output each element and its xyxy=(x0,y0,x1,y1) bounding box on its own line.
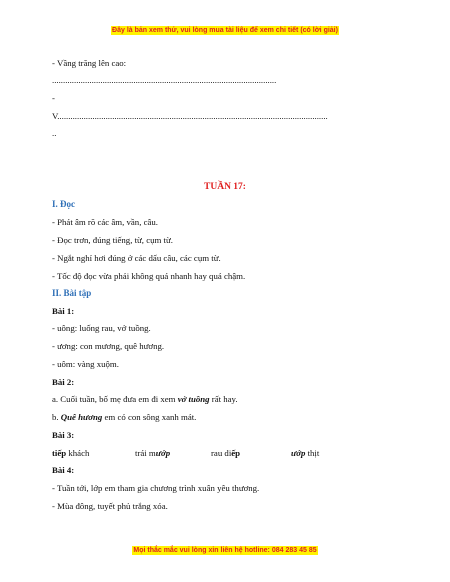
prev-answer-line: ...................................................................................................... xyxy=(52,75,277,85)
bai3-word-1-rest: khách xyxy=(66,448,90,458)
prev-line-dots: .. xyxy=(52,128,57,138)
bai2-title: Bài 2: xyxy=(52,377,75,387)
reading-item-1: - Phát âm rõ các âm, vần, câu. xyxy=(52,217,159,227)
reading-item-2: - Đọc trơn, đúng tiếng, từ, cụm từ. xyxy=(52,235,173,245)
bai2-b-label: b. xyxy=(52,412,61,422)
bai1-item-2: - ương: con mương, quê hương. xyxy=(52,341,165,351)
bai3-word-4 xyxy=(291,448,319,459)
bai2-b-text: em có con sông xanh mát. xyxy=(102,412,197,422)
bai3-word-2 xyxy=(135,448,170,459)
bai2-a-text: a. Cuối tuần, bố mẹ đưa em đi xem xyxy=(52,394,178,404)
bai1-item-3: - uôm: vàng xuộm. xyxy=(52,359,119,369)
prev-line-1: - Vầng trăng lên cao: xyxy=(52,58,127,68)
bai4-title: Bài 4: xyxy=(52,465,75,475)
bai1-item-1: - uông: luống rau, vở tuồng. xyxy=(52,323,151,333)
preview-banner-text: Đây là bản xem thử, vui lòng mua tài liệu để xem chi tiết (có lời giải) xyxy=(112,27,338,34)
bai2-sentence-b xyxy=(52,412,196,423)
reading-item-4: - Tốc độ đọc vừa phải không quá nhanh hay quá chậm. xyxy=(52,271,246,281)
week-title: TUẦN 17: xyxy=(204,182,246,192)
bai3-word-2-answer: ướp xyxy=(155,448,171,458)
reading-item-3: - Ngắt nghỉ hơi đúng ở các dấu câu, các cụm từ. xyxy=(52,253,221,263)
bai3-word-4-answer: ướp xyxy=(291,448,306,458)
bai4-item-2: - Mùa đông, tuyết phủ trắng xóa. xyxy=(52,501,168,511)
bai4-item-1: - Tuần tới, lớp em tham gia chương trình xuân yêu thương. xyxy=(52,483,260,493)
preview-banner xyxy=(0,27,450,34)
prev-line-dash: - xyxy=(52,93,55,103)
bai2-b-answer: Quê hương xyxy=(60,412,103,422)
bai3-word-1 xyxy=(52,448,89,459)
bai3-word-3 xyxy=(211,448,240,459)
hotline-banner-text: Mọi thắc mắc vui lòng xin liên hệ hotline: 084 283 45 85 xyxy=(133,547,317,554)
bai1-title: Bài 1: xyxy=(52,306,75,316)
bai3-word-2-start: trái m xyxy=(135,448,156,458)
bai3-word-4-rest: thịt xyxy=(305,448,320,458)
bai2-a-text-end: rất hay. xyxy=(209,394,238,404)
bai3-word-1-answer: tiếp xyxy=(52,448,67,458)
hotline-banner xyxy=(0,547,450,554)
bai2-a-answer: vở tuồng xyxy=(177,394,210,404)
bai3-title: Bài 3: xyxy=(52,430,75,440)
reading-heading: I. Đọc xyxy=(52,199,75,209)
bai3-word-3-answer: ếp xyxy=(231,448,241,458)
prev-answer-line-2: V........................................................................................................................... xyxy=(52,111,328,121)
bai2-sentence-a xyxy=(52,394,238,405)
bai3-word-3-start: rau di xyxy=(211,448,232,458)
exercises-heading: II. Bài tập xyxy=(52,288,92,298)
